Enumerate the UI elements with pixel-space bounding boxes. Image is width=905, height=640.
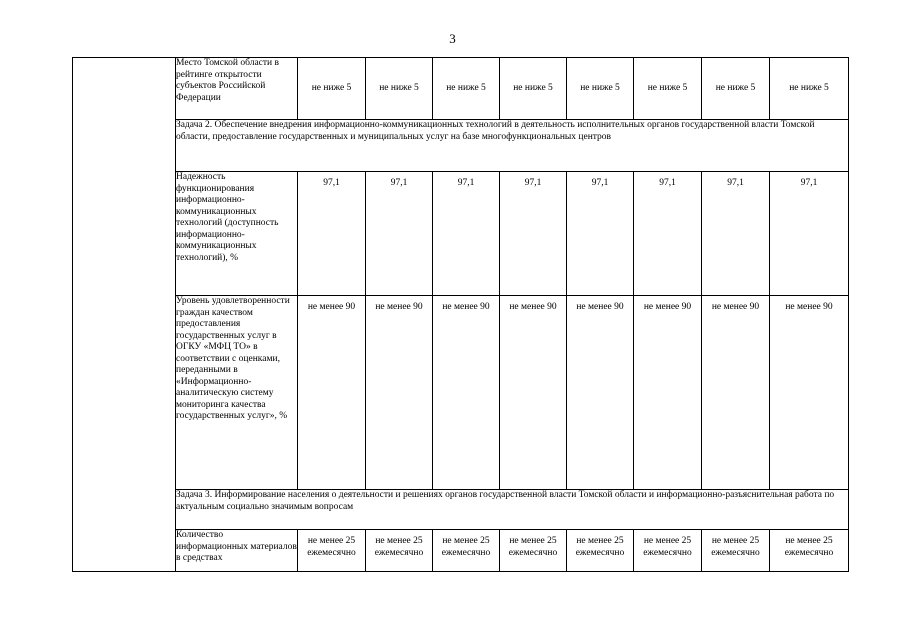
indicator-value: 97,1 [298,172,366,296]
task-heading: Задача 2. Обеспечение внедрения информационно-коммуникационных технологий в деятельность исполнительных органов государственной власти Томской области, предоставление государственных и муниципальных услуг на базе многофункциональных центров [176,120,849,172]
indicator-value: 97,1 [366,172,433,296]
table-row [73,296,849,490]
indicator-value: не менее 90 [298,296,366,490]
indicator-value: 97,1 [567,172,634,296]
indicator-value: не менее 90 [567,296,634,490]
indicator-value: не менее 90 [634,296,702,490]
indicator-value: не ниже 5 [567,58,634,120]
indicator-value: не менее 25 ежемесячно [500,530,567,572]
indicator-value: не менее 25 ежемесячно [770,530,849,572]
indicator-value: не менее 25 ежемесячно [366,530,433,572]
indicator-value: 97,1 [770,172,849,296]
indicator-name: Надежность функционирования информационно-коммуникационных технологий (доступность информационно-коммуникационных технологий), % [176,172,298,296]
indicator-value: не менее 90 [366,296,433,490]
indicator-value: не ниже 5 [702,58,770,120]
indicator-value: не ниже 5 [500,58,567,120]
indicator-name: Количество информационных материалов в средствах [176,530,298,572]
indicator-value: не менее 90 [770,296,849,490]
table-row [73,58,849,120]
indicator-value: не менее 90 [500,296,567,490]
table-row [73,490,849,530]
indicator-value: 97,1 [702,172,770,296]
indicator-value: не менее 90 [702,296,770,490]
indicator-value: 97,1 [634,172,702,296]
indicator-value: не менее 25 ежемесячно [567,530,634,572]
indicator-name: Место Томской области в рейтинге открытости субъектов Российской Федерации [176,58,298,120]
table-row [73,172,849,296]
indicator-value: не менее 25 ежемесячно [298,530,366,572]
indicator-value: не ниже 5 [433,58,500,120]
indicators-table [72,57,849,572]
indicator-value: не менее 25 ежемесячно [702,530,770,572]
indicator-value: не ниже 5 [770,58,849,120]
task-heading: Задача 3. Информирование населения о деятельности и решениях органов государственной власти Томской области и информационно-разъяснительная работа по актуальным социально значимым вопросам [176,490,849,530]
indicator-value: 97,1 [433,172,500,296]
table-row [73,120,849,172]
indicator-value: не ниже 5 [634,58,702,120]
blank-column-cell [73,58,176,572]
indicator-value: не менее 90 [433,296,500,490]
indicator-value: не ниже 5 [298,58,366,120]
indicator-value: не менее 25 ежемесячно [634,530,702,572]
indicator-name: Уровень удовлетворенности граждан качеством предоставления государственных услуг в ОГКУ «МФЦ ТО» в соответствии с оценками, переданными в «Информационно-аналитическую систему мониторинга качества государственных услуг», % [176,296,298,490]
indicator-value: 97,1 [500,172,567,296]
indicator-value: не ниже 5 [366,58,433,120]
page-number: 3 [449,31,456,46]
indicator-value: не менее 25 ежемесячно [433,530,500,572]
table-row [73,530,849,572]
